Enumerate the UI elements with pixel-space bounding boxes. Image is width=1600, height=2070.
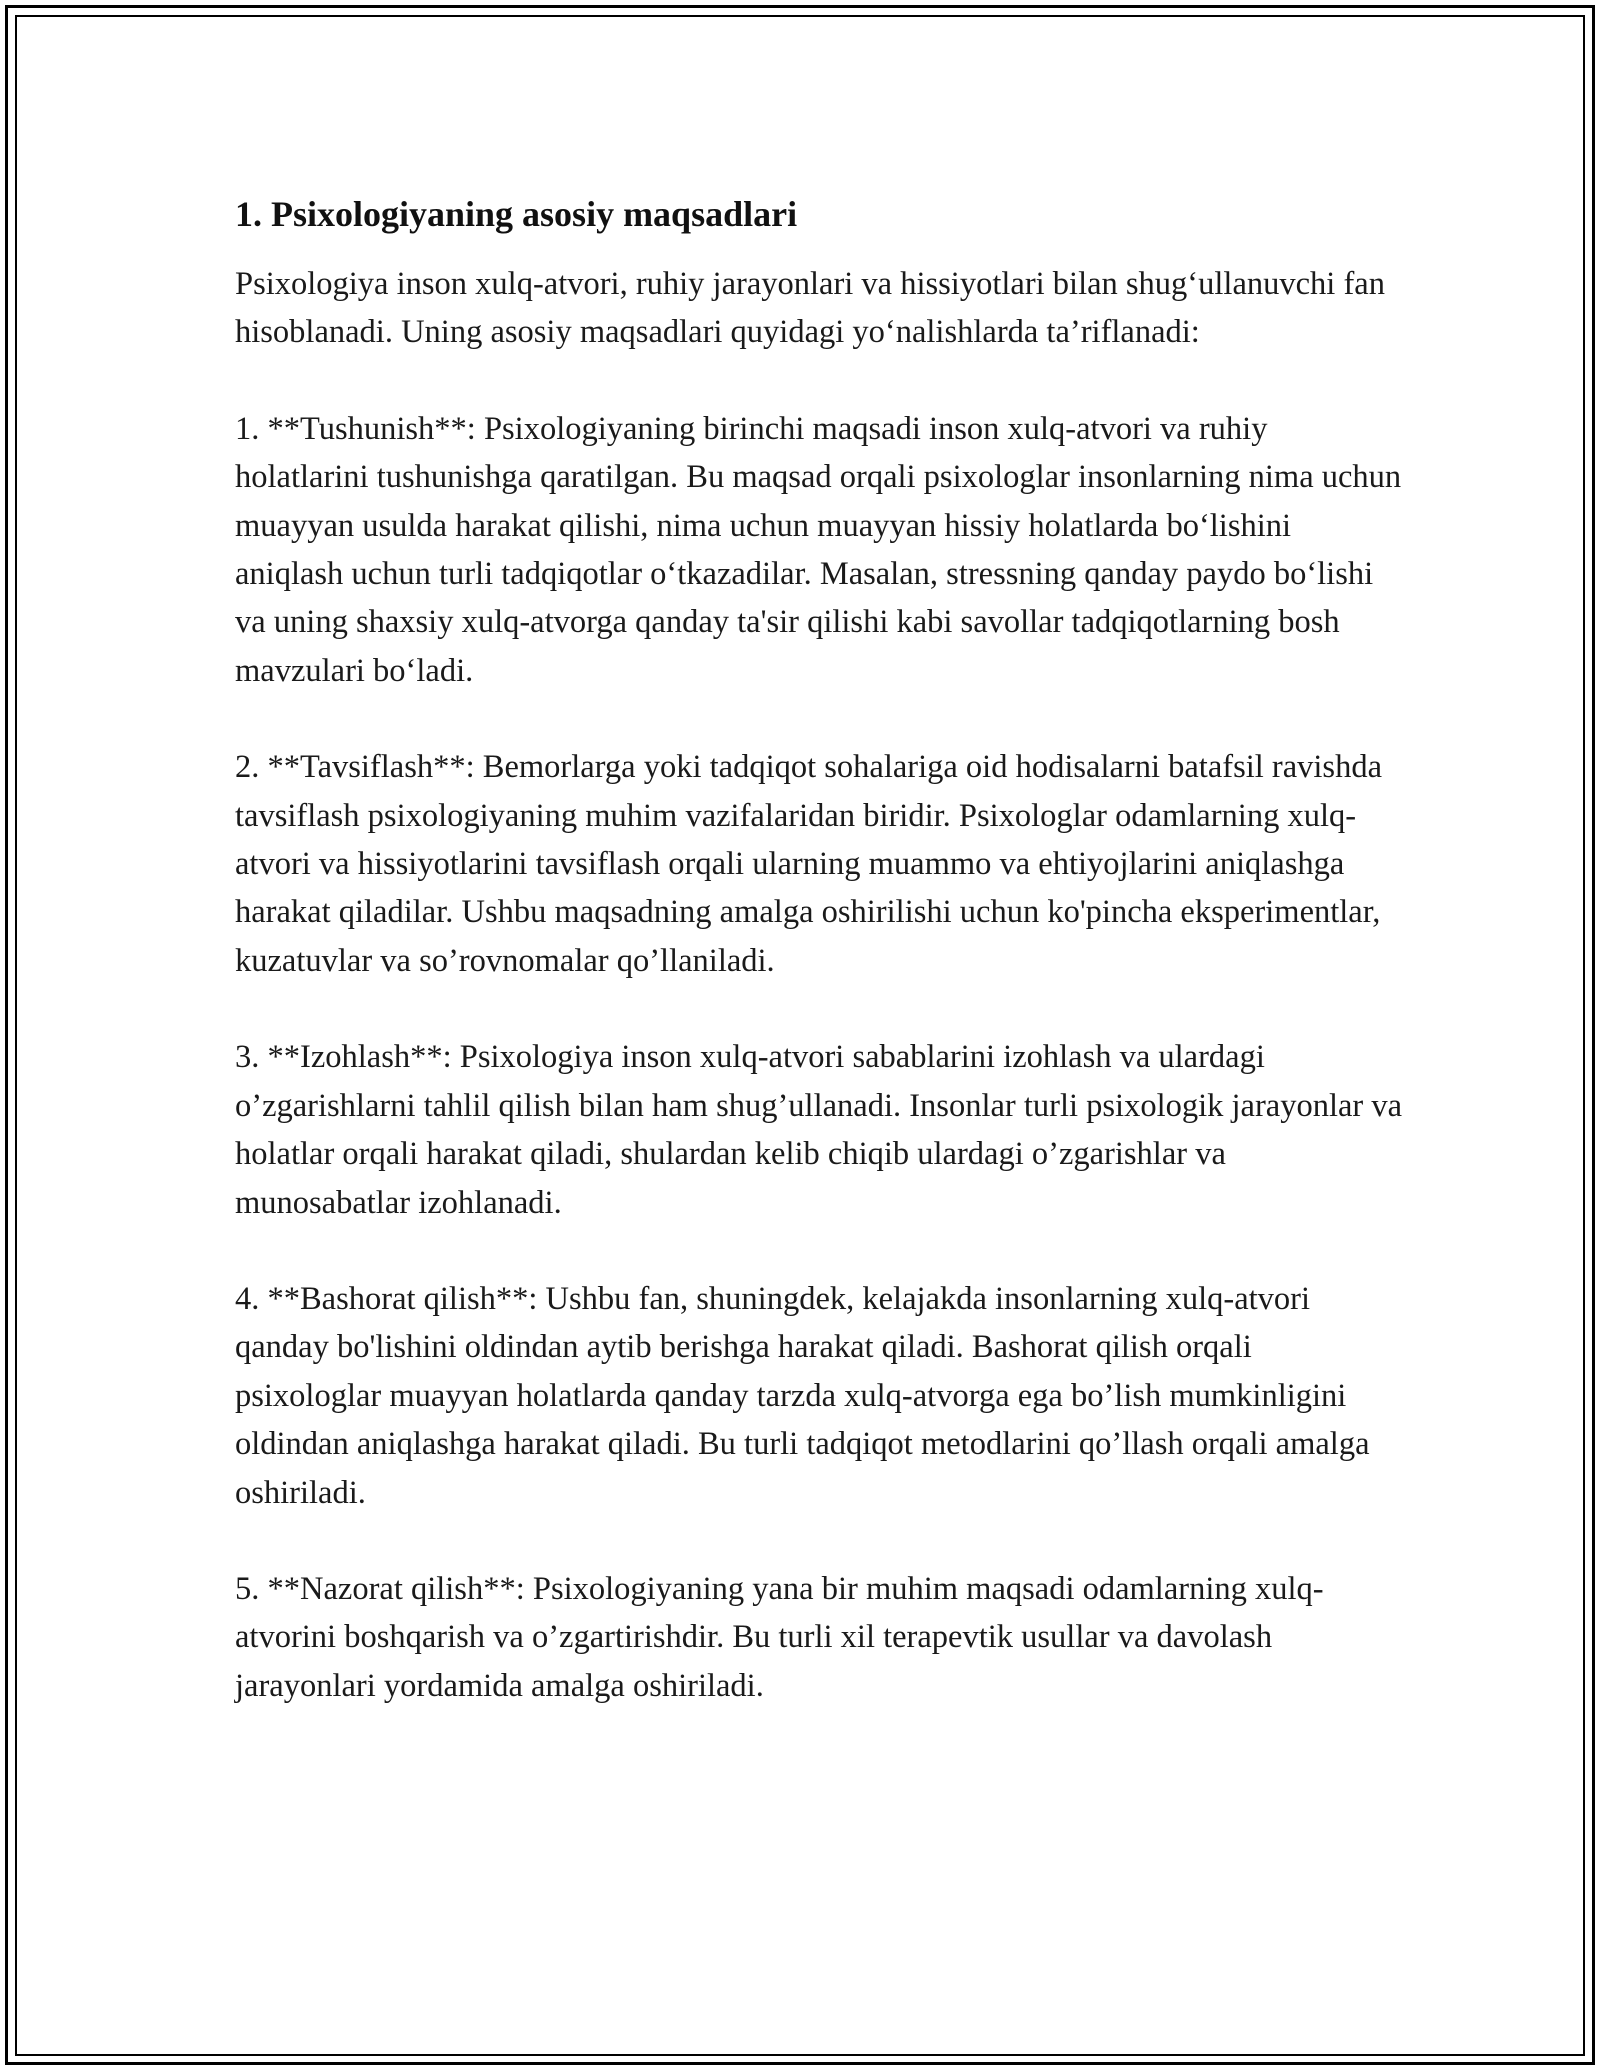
goal-explanation-paragraph: 3. **Izohlash**: Psixologiya inson xulq-atvori sabablarini izohlash va ulardagi o’zgarishlarni tahlil qilish bilan ham shug’ullanadi. Insonlar turli psixologik jarayonlar va holatlar orqali harakat qiladi, shulardan kelib chiqib ulardagi o’zgarishlar va munosabatlar izohlanadi. [235, 1039, 1403, 1221]
goal-prediction-paragraph: 4. **Bashorat qilish**: Ushbu fan, shuningdek, kelajakda insonlarning xulq-atvori qanday bo'lishini oldindan aytib berishga harakat qiladi. Bashorat qilish orqali psixologlar muayyan holatlarda qanday tarzda xulq-atvorga ega bo’lish mumkinligini oldindan aniqlashga harakat qiladi. Bu turli tadqiqot metodlarini qo’llash orqali amalga oshiriladi. [235, 1280, 1370, 1511]
document-body [235, 190, 1405, 1758]
goal-control-paragraph: 5. **Nazorat qilish**: Psixologiyaning yana bir muhim maqsadi odamlarning xulq-atvorini boshqarish va o’zgartirishdir. Bu turli xil terapevtik usullar va davolash jarayonlari yordamida amalga oshiriladi. [235, 1570, 1324, 1704]
intro-paragraph: Psixologiya inson xulq-atvori, ruhiy jarayonlari va hissiyotlari bilan shug‘ullanuvchi fan hisoblanadi. Uning asosiy maqsadlari quyidagi yo‘nalishlarda ta’riflanadi: [235, 266, 1385, 351]
page-title: 1. Psixologiyaning asosiy maqsadlari [235, 194, 798, 234]
goal-understanding-paragraph: 1. **Tushunish**: Psixologiyaning birinchi maqsadi inson xulq-atvori va ruhiy holatlarini tushunishga qaratilgan. Bu maqsad orqali psixologlar insonlarning nima uchun muayyan usulda harakat qilishi, nima uchun muayyan hissiy holatlarda bo‘lishini aniqlash uchun turli tadqiqotlar o‘tkazadilar. Masalan, stressning qanday paydo bo‘lishi va uning shaxsiy xulq-atvorga qanday ta'sir qilishi kabi savollar tadqiqotlarning bosh mavzulari bo‘ladi. [235, 410, 1402, 689]
goal-description-paragraph: 2. **Tavsiflash**: Bemorlarga yoki tadqiqot sohalariga oid hodisalarni batafsil ravishda tavsiflash psixologiyaning muhim vazifalaridan biridir. Psixologlar odamlarning xulq-atvori va hissiyotlarini tavsiflash orqali ularning muammo va ehtiyojlarini aniqlashga harakat qiladilar. Ushbu maqsadning amalga oshirilishi uchun ko'pincha eksperimentlar, kuzatuvlar va so’rovnomalar qo’llaniladi. [235, 749, 1383, 979]
